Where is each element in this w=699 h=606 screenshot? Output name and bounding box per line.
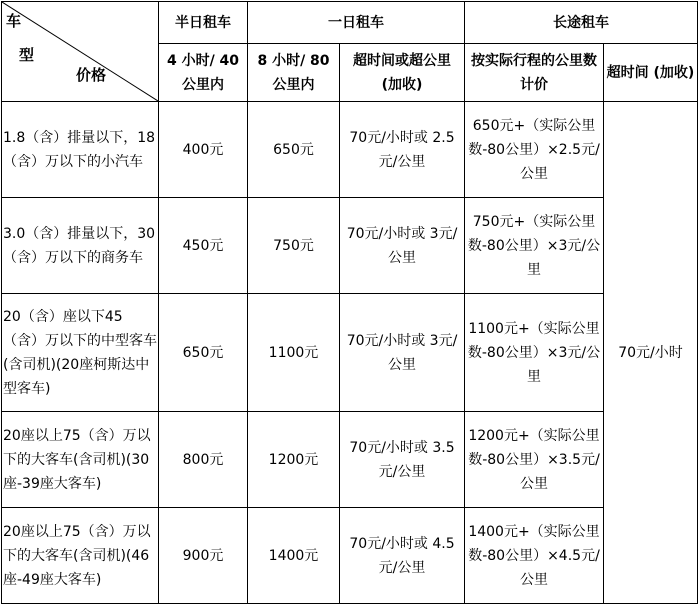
corner-label-vehicle-1: 车 [6,12,22,30]
corner-label-price: 价格 [76,66,107,84]
long-trip-overtime-cell: 70元/小时 [604,102,698,604]
vehicle-type-cell: 20（含）座以下45（含）万以下的中型客车(含司机)(20座柯斯达中型客车) [2,294,159,412]
group-header-long-trip: 长途租车 [465,2,698,44]
overtime-price-cell: 70元/小时或 3元/公里 [340,198,465,294]
full-day-price-cell: 650元 [248,102,340,198]
half-day-price-cell: 900元 [159,508,248,604]
group-header-full-day: 一日租车 [248,2,465,44]
per-km-price-cell: 650元+（实际公里数-80公里）×2.5元/公里 [465,102,604,198]
subheader-overtime-add: 超时间 (加收) [604,44,698,102]
subheader-full-day: 8 小时/ 80 公里内 [248,44,340,102]
full-day-price-cell: 1100元 [248,294,340,412]
full-day-price-cell: 1400元 [248,508,340,604]
table-row [2,508,698,604]
subheader-per-km: 按实际行程的公里数计价 [465,44,604,102]
subheader-overtime: 超时间或超公里 (加收) [340,44,465,102]
half-day-price-cell: 650元 [159,294,248,412]
overtime-price-cell: 70元/小时或 3.5元/公里 [340,412,465,508]
table-row [2,294,698,412]
half-day-price-cell: 450元 [159,198,248,294]
vehicle-type-cell: 20座以上75（含）万以下的大客车(含司机)(46座-49座大客车) [2,508,159,604]
full-day-price-cell: 750元 [248,198,340,294]
table-row [2,102,698,198]
per-km-price-cell: 1100元+（实际公里数-80公里）×3元/公里 [465,294,604,412]
half-day-price-cell: 400元 [159,102,248,198]
half-day-price-cell: 800元 [159,412,248,508]
vehicle-type-cell: 1.8（含）排量以下，18（含）万以下的小汽车 [2,102,159,198]
table-row [2,198,698,294]
overtime-price-cell: 70元/小时或 3元/公里 [340,294,465,412]
rental-price-table [1,1,698,604]
header-corner-cell [2,2,159,102]
per-km-price-cell: 750元+（实际公里数-80公里）×3元/公里 [465,198,604,294]
corner-label-vehicle-2: 型 [19,46,35,64]
overtime-price-cell: 70元/小时或 4.5元/公里 [340,508,465,604]
subheader-half-day: 4 小时/ 40 公里内 [159,44,248,102]
vehicle-type-cell: 20座以上75（含）万以下的大客车(含司机)(30座-39座大客车) [2,412,159,508]
group-header-half-day: 半日租车 [159,2,248,44]
per-km-price-cell: 1400元+（实际公里数-80公里）×4.5元/公里 [465,508,604,604]
overtime-price-cell: 70元/小时或 2.5元/公里 [340,102,465,198]
table-row [2,412,698,508]
vehicle-type-cell: 3.0（含）排量以下，30（含）万以下的商务车 [2,198,159,294]
full-day-price-cell: 1200元 [248,412,340,508]
per-km-price-cell: 1200元+（实际公里数-80公里）×3.5元/公里 [465,412,604,508]
